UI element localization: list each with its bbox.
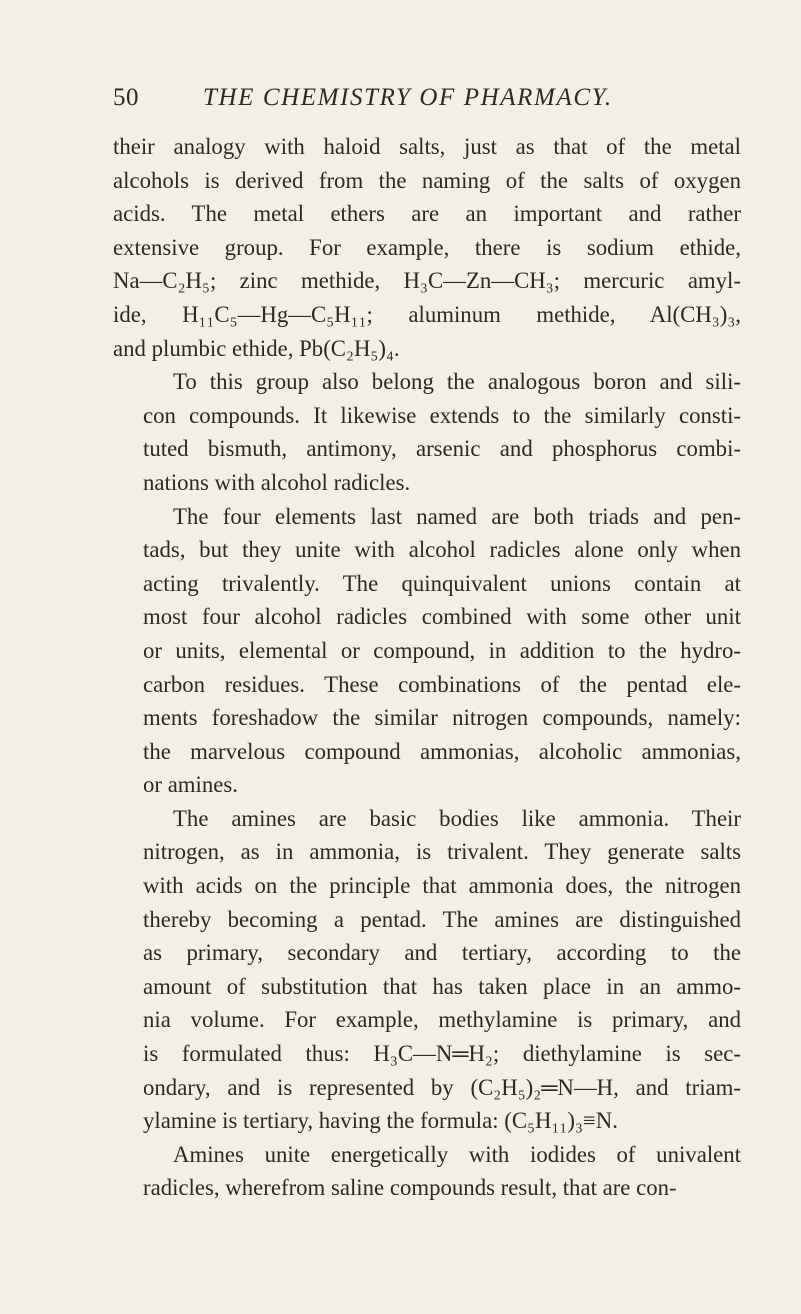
text-line: nia volume. For example, methylamine is primary, and <box>143 1007 741 1033</box>
text-line: or amines. <box>143 772 238 798</box>
text-line: their analogy with haloid salts, just as that of the metal <box>113 134 741 159</box>
paragraph <box>113 500 741 802</box>
text-line: nitrogen, as in ammonia, is trivalent. They generate salts <box>143 839 741 865</box>
paragraph <box>113 365 741 499</box>
text-line: ondary, and is represented by (C₂H₅)₂═N—H, and triam- <box>143 1074 741 1100</box>
paragraph <box>113 130 741 365</box>
text-line: carbon residues. These combinations of the pentad ele- <box>143 671 741 697</box>
text-line: as primary, secondary and tertiary, according to the <box>143 940 741 966</box>
text-line: most four alcohol radicles combined with some other unit <box>143 604 741 630</box>
text-line: Amines unite energetically with iodides of univalent <box>173 1141 741 1167</box>
text-line: radicles, wherefrom saline compounds result, that are con- <box>143 1175 677 1201</box>
text-line: and plumbic ethide, Pb(C₂H₅)₄. <box>113 335 400 361</box>
page-number: 50 <box>113 84 139 111</box>
running-title: THE CHEMISTRY OF PHARMACY. <box>203 84 613 111</box>
text-line: The four elements last named are both triads and pen- <box>173 503 741 529</box>
text-line: acting trivalently. The quinquivalent unions contain at <box>143 570 741 596</box>
body-text <box>113 130 741 1205</box>
text-line: or units, elemental or compound, in addition to the hydro- <box>143 637 741 663</box>
text-line: acids. The metal ethers are an important and rather <box>113 201 741 227</box>
text-line: ide, H₁₁C₅—Hg—C₅H₁₁; aluminum methide, Al(CH₃)₃, <box>113 301 741 327</box>
text-line: ylamine is tertiary, having the formula: (C₅H₁₁)₃≡N. <box>143 1108 618 1134</box>
text-line: nations with alcohol radicles. <box>143 469 411 495</box>
text-line: tuted bismuth, antimony, arsenic and phosphorus combi- <box>143 436 741 462</box>
text-line: the marvelous compound ammonias, alcoholic ammonias, <box>143 738 741 764</box>
text-line: alcohols is derived from the naming of the salts of oxygen <box>113 167 741 193</box>
paragraph <box>113 802 741 1138</box>
text-line: amount of substitution that has taken place in an ammo- <box>143 973 741 999</box>
text-line: extensive group. For example, there is sodium ethide, <box>113 234 741 260</box>
text-line: tads, but they unite with alcohol radicles alone only when <box>143 537 741 563</box>
paragraph <box>113 1138 741 1205</box>
text-line: The amines are basic bodies like ammonia. Their <box>173 805 741 831</box>
text-line: with acids on the principle that ammonia does, the nitrogen <box>143 873 741 899</box>
page-header <box>113 84 761 124</box>
text-line: To this group also belong the analogous boron and sili- <box>173 369 741 395</box>
text-line: is formulated thus: H₃C—N═H₂; diethylamine is sec- <box>143 1041 741 1067</box>
text-line: thereby becoming a pentad. The amines are distinguished <box>143 906 741 932</box>
text-line: con compounds. It likewise extends to the similarly consti- <box>143 402 741 428</box>
text-line: ments foreshadow the similar nitrogen compounds, namely: <box>143 705 741 731</box>
text-line: Na—C₂H₅; zinc methide, H₃C—Zn—CH₃; mercuric amyl- <box>113 268 741 294</box>
